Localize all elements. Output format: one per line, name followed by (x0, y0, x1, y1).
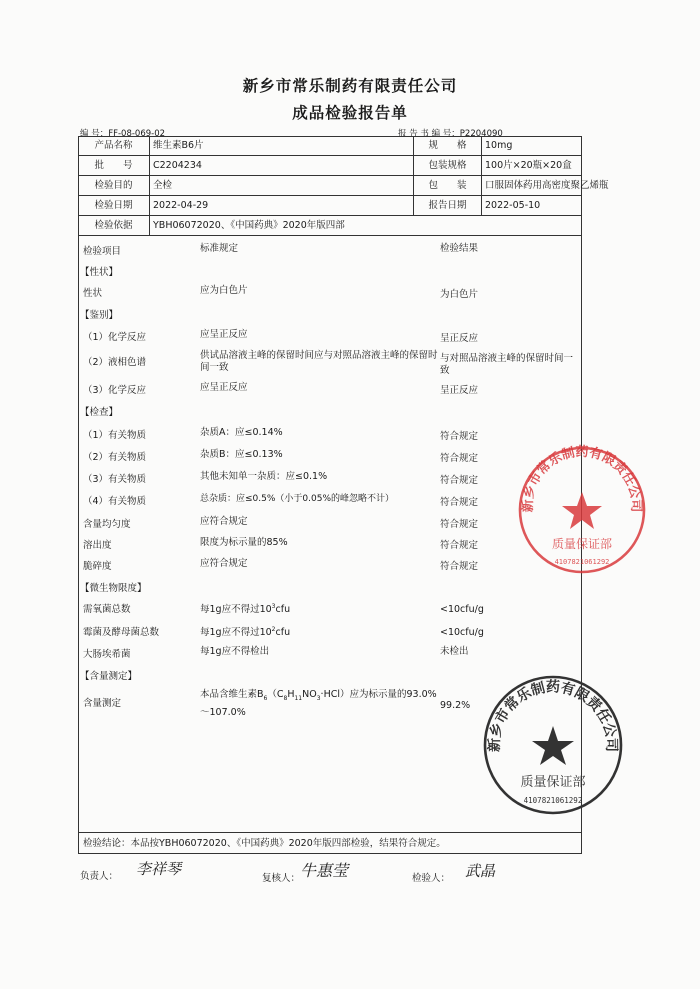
report-date-label: 报告日期 (414, 196, 482, 215)
standard-cell: 应符合规定 (200, 558, 248, 569)
red-quality-stamp (512, 440, 652, 580)
assay-text-a: 本品含维生素B (200, 689, 264, 700)
assay-sub-h: 11 (294, 694, 303, 702)
item-cell: （4）有关物质 (83, 496, 147, 507)
doc-number: 编 号：FF-08-069-02 (80, 129, 166, 139)
col-standard-header: 标准规定 (200, 243, 239, 254)
result-cell: 符合规定 (440, 453, 479, 464)
test-date-label: 检验日期 (78, 196, 150, 215)
standard-cell: 其他未知单一杂质：应≤0.1% (200, 471, 328, 482)
spec-value: 10mg (485, 140, 513, 151)
stamp-dept: 质量保证部 (520, 775, 586, 790)
result-cell: 为白色片 (440, 289, 479, 300)
item-cell: 霉菌及酵母菌总数 (83, 627, 160, 638)
standard-cell: 应呈正反应 (200, 329, 248, 340)
standard-exponent: 3 (271, 603, 276, 610)
standard-text: 每1g应不得过10 (200, 604, 272, 616)
standard-cell (200, 624, 440, 639)
result-cell: 符合规定 (440, 540, 479, 551)
info-row-4 (78, 196, 582, 216)
standard-unit: cfu (275, 604, 291, 616)
package-spec-label: 包装规格 (414, 156, 482, 175)
result-cell: <10cfu/g (440, 627, 484, 638)
standard-cell: 总杂质：应≤0.5%（小于0.05%的峰忽略不计） (200, 494, 394, 504)
item-cell: 需氧菌总数 (83, 604, 131, 615)
result-cell: 符合规定 (440, 561, 479, 572)
assay-text-c: H (287, 689, 295, 700)
package-value: 口服固体药用高密度聚乙烯瓶 (485, 180, 609, 191)
inspector-signature: 武晶 (465, 862, 496, 880)
item-cell: （1）化学反应 (83, 332, 147, 343)
item-cell: 大肠埃希菌 (83, 649, 131, 660)
black-quality-stamp (478, 670, 628, 820)
col-result-header: 检验结果 (440, 243, 479, 254)
batch-value: C2204234 (150, 156, 414, 175)
standard-cell: 杂质B：应≤0.13% (200, 449, 283, 460)
standard-unit: cfu (275, 627, 291, 639)
section-appearance: 【性状】 (80, 267, 119, 278)
responsible-signature: 李祥琴 (136, 860, 182, 878)
section-assay: 【含量测定】 (80, 671, 138, 682)
section-identification: 【鉴别】 (80, 310, 119, 321)
item-cell: （3）有关物质 (83, 474, 147, 485)
package-label: 包 装 (414, 176, 482, 195)
inspector-label: 检验人： (412, 873, 451, 884)
purpose-value: 全检 (150, 176, 414, 195)
section-examination: 【检查】 (80, 407, 119, 418)
purpose-label: 检验目的 (78, 176, 150, 195)
standard-cell: 供试品溶液主峰的保留时间应与对照品溶液主峰的保留时间一致 (200, 350, 438, 373)
item-cell: 含量测定 (83, 698, 122, 709)
stamp-dept: 质量保证部 (551, 537, 613, 551)
assay-sub-o: 3 (316, 694, 321, 702)
assay-sub-c: 8 (283, 694, 288, 702)
stamp-code: 4107821061292 (554, 558, 610, 566)
standard-exponent: 2 (271, 626, 276, 633)
package-spec-value: 100片×20瓶×20盒 (485, 160, 572, 171)
item-cell: 含量均匀度 (83, 519, 131, 530)
result-cell: 99.2% (440, 700, 471, 711)
standard-cell (200, 601, 440, 616)
standard-cell: 应为白色片 (200, 285, 248, 296)
stamp-company-arc: 新乡市常乐制药有限责任公司 (520, 444, 644, 513)
spec-label: 规 格 (414, 136, 482, 155)
section-microbial: 【微生物限度】 (80, 583, 147, 594)
item-cell: （1）有关物质 (83, 430, 147, 441)
result-cell: 呈正反应 (440, 333, 479, 344)
result-cell: 符合规定 (440, 431, 479, 442)
report-title: 成品检验报告单 (292, 104, 408, 122)
item-cell: 性状 (83, 288, 103, 299)
result-cell: 未检出 (440, 646, 469, 657)
conclusion: 检验结论：本品按YBH06072020、《中国药典》2020年版四部检验，结果符合规定。 (78, 832, 582, 854)
assay-text-b: （C (267, 689, 284, 700)
batch-label: 批 号 (78, 156, 150, 175)
report-date-value: 2022-05-10 (485, 200, 541, 211)
item-cell: （2）有关物质 (83, 452, 147, 463)
standard-cell (200, 688, 440, 720)
standard-cell: 限度为标示量的85% (200, 537, 288, 548)
info-row-5 (78, 216, 582, 236)
stamp-code: 4107821061292 (523, 796, 583, 805)
reviewer-label: 复核人： (262, 873, 301, 884)
item-cell: （3）化学反应 (83, 385, 147, 396)
item-cell: （2）液相色谱 (83, 357, 147, 368)
reviewer-signature: 牛惠莹 (300, 861, 349, 880)
result-cell: 符合规定 (440, 475, 479, 486)
product-name-label: 产品名称 (78, 136, 150, 155)
item-cell: 溶出度 (83, 540, 112, 551)
item-cell: 脆碎度 (83, 561, 112, 572)
basis-value: YBH06072020、《中国药典》2020年版四部 (153, 220, 345, 231)
company-name: 新乡市常乐制药有限责任公司 (242, 77, 458, 95)
assay-sub-b6: 6 (263, 694, 268, 702)
col-item-header: 检验项目 (83, 246, 122, 257)
result-cell: 呈正反应 (440, 385, 479, 396)
info-row-2 (78, 156, 582, 176)
assay-text-e: ·HCl）应为标示量的93.0%～107.0% (200, 689, 437, 718)
standard-cell: 每1g应不得检出 (200, 646, 270, 657)
assay-text-d: NO (302, 689, 317, 700)
result-cell: 符合规定 (440, 497, 479, 508)
result-cell: 符合规定 (440, 519, 479, 530)
responsible-label: 负责人： (80, 871, 119, 882)
test-date-value: 2022-04-29 (150, 196, 414, 215)
result-cell: <10cfu/g (440, 604, 484, 615)
result-cell: 与对照品溶液主峰的保留时间一致 (440, 353, 574, 376)
basis-label: 检验依据 (78, 216, 150, 235)
standard-cell: 杂质A：应≤0.14% (200, 427, 283, 438)
standard-cell: 应符合规定 (200, 516, 248, 527)
info-row-3 (78, 176, 609, 196)
stamp-company-arc: 新乡市常乐制药有限责任公司 (486, 679, 620, 753)
info-row-1 (78, 136, 582, 156)
standard-text: 每1g应不得过10 (200, 627, 272, 639)
product-name-value: 维生素B6片 (150, 136, 414, 155)
report-number: 报 告 书 编 号：P2204090 (398, 129, 503, 139)
standard-cell: 应呈正反应 (200, 382, 248, 393)
